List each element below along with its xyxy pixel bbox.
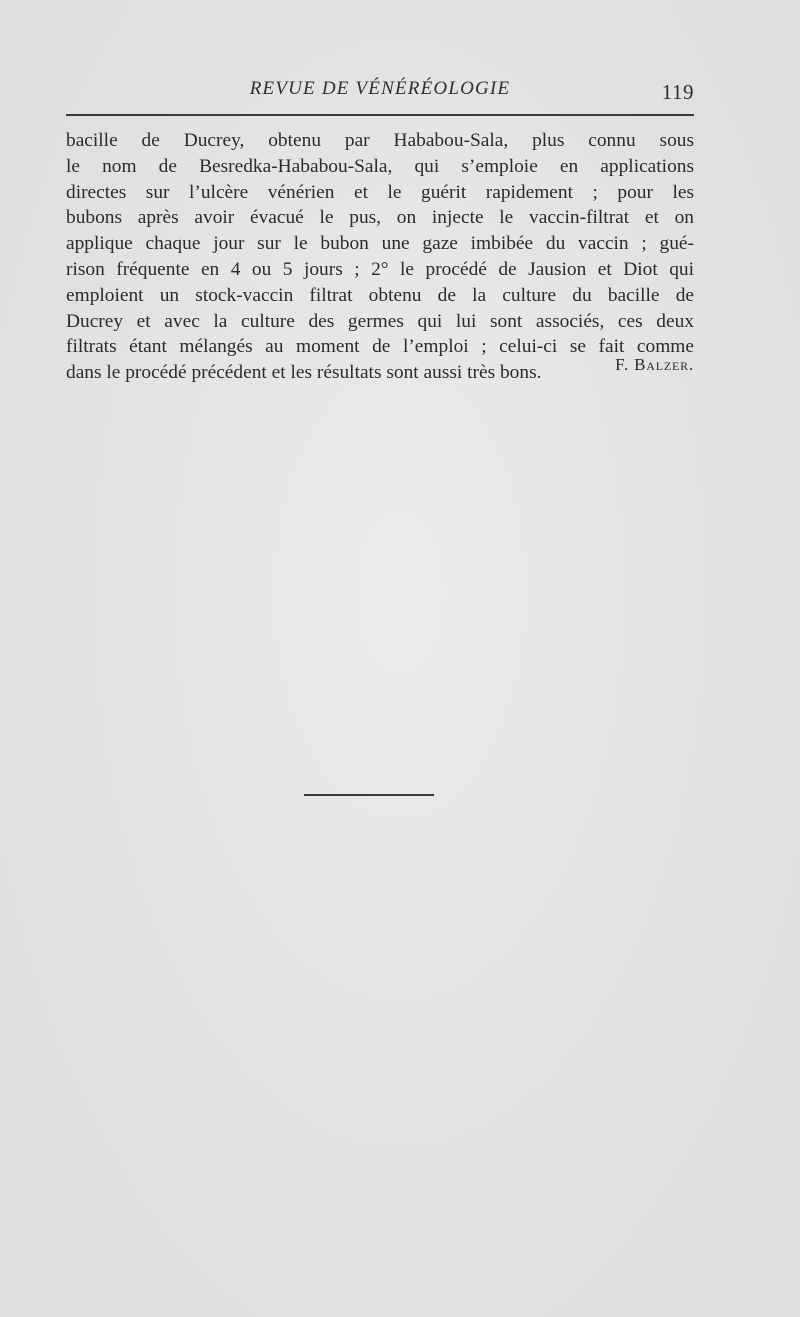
text-line: applique chaque jour sur le bubon une gaze imbibée du vaccin ; gué- <box>66 233 694 255</box>
section-end-rule <box>304 794 434 796</box>
text-line: le nom de Besredka-Hababou-Sala, qui s’emploie en applications <box>66 155 694 177</box>
text-line: dans le procédé précédent et les résultats sont aussi très bons. <box>66 362 542 384</box>
text-line: bubons après avoir évacué le pus, on injecte le vaccin-filtrat et on <box>66 207 694 229</box>
header-rule <box>66 114 694 116</box>
running-title: REVUE DE VÉNÉRÉOLOGIE <box>249 78 511 99</box>
text-line: directes sur l’ulcère vénérien et le guérit rapidement ; pour les <box>66 181 694 203</box>
text-line: rison fréquente en 4 ou 5 jours ; 2° le procédé de Jausion et Diot qui <box>66 258 694 280</box>
author-signature: F. Balzer. <box>615 355 694 374</box>
page-number: 119 <box>661 80 694 104</box>
body-paragraph <box>66 128 694 386</box>
text-line: Ducrey et avec la culture des germes qui lui sont associés, ces deux <box>66 310 694 332</box>
text-line: filtrats étant mélangés au moment de l’emploi ; celui-ci se fait comme <box>66 336 694 358</box>
text-line: bacille de Ducrey, obtenu par Hababou-Sala, plus connu sous <box>66 130 694 151</box>
text-line: emploient un stock-vaccin filtrat obtenu de la culture du bacille de <box>66 284 694 306</box>
running-header <box>66 78 694 104</box>
